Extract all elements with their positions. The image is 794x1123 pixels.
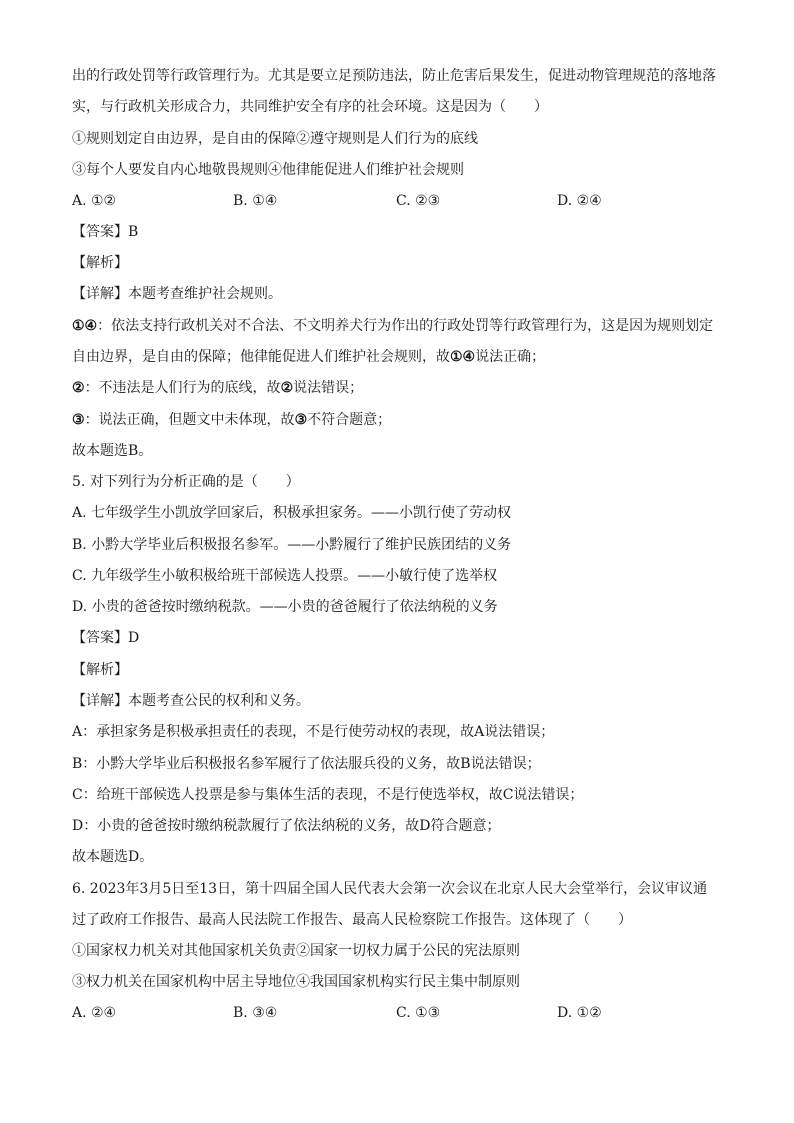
q4-conclusion: 故本题选B。 [72, 443, 153, 459]
q6-option-a: A. ②④ [72, 1005, 117, 1021]
q4-explanation-1-cont-a: 自由边界，是自由的保障；他律能促进人们维护社会规则，故 [72, 349, 450, 365]
q4-stem-line-2: 实，与行政机关形成合力，共同维护安全有序的社会环境。这是因为（ ） [72, 99, 548, 115]
q5-option-b: B. 小黔大学毕业后积极报名参军。——小黔履行了维护民族团结的义务 [72, 537, 512, 553]
q4-explanation-3-b: 不符合题意； [307, 412, 392, 428]
q4-option-d: D. ②④ [557, 193, 602, 209]
q4-explanation-2-b: 说法错误； [293, 380, 364, 396]
q4-explanation-1-continued [72, 347, 545, 367]
q4-stem-line-1: 出的行政处罚等行政管理行为。尤其是要立足预防违法，防止危害后果发生，促进动物管理规范的落地落 [72, 68, 716, 84]
q6-statement-line-1: ①国家权力机关对其他国家机关负责②国家一切权力属于公民的宪法原则 [72, 943, 520, 959]
q4-explanation-2-marker: ② [72, 380, 85, 396]
q4-statement-line-1: ①规则划定自由边界，是自由的保障②遵守规则是人们行为的底线 [72, 131, 478, 147]
q4-explanation-2-inline-marker: ② [280, 380, 294, 396]
q4-explanation-3-inline-marker: ③ [294, 412, 308, 428]
q4-explanation-1-cont-b: 说法正确； [475, 349, 546, 365]
q5-conclusion: 故本题选D。 [72, 849, 154, 865]
q5-option-c: C. 九年级学生小敏积极给班干部候选人投票。——小敏行使了选举权 [72, 568, 498, 584]
q4-explanation-3-a: ：说法正确，但题文中未体现，故 [84, 412, 295, 428]
q4-explanation-1-text: ：依法支持行政机关对不合法、不文明养犬行为作出的行政处罚等行政管理行为，这是因为规则划定 [97, 318, 714, 334]
q6-option-c: C. ①③ [396, 1005, 441, 1021]
q5-detail: 【详解】本题考查公民的权利和义务。 [72, 693, 310, 709]
q5-option-d: D. 小贵的爸爸按时缴纳税款。——小贵的爸爸履行了依法纳税的义务 [72, 599, 498, 615]
q5-explanation-b: B：小黔大学毕业后积极报名参军履行了依法服兵役的义务，故B说法错误； [72, 756, 541, 772]
q6-option-d: D. ①② [557, 1005, 602, 1021]
q5-explanation-c: C：给班干部候选人投票是参与集体生活的表现，不是行使选举权，故C说法错误； [72, 787, 584, 803]
q4-statement-line-2: ③每个人要发自内心地敬畏规则④他律能促进人们维护社会规则 [72, 162, 464, 178]
q4-option-c: C. ②③ [396, 193, 441, 209]
q4-explanation-1 [72, 316, 713, 336]
q4-analysis-label: 【解析】 [72, 255, 128, 271]
q5-answer: 【答案】D [72, 630, 140, 646]
q5-analysis-label: 【解析】 [72, 662, 128, 678]
q4-explanation-2 [72, 378, 363, 398]
q5-stem: 5. 对下列行为分析正确的是（ ） [72, 474, 300, 490]
q4-explanation-1-marker: ①④ [72, 318, 98, 334]
q5-explanation-a: A：承担家务是积极承担责任的表现，不是行使劳动权的表现，故A说法错误； [72, 724, 555, 740]
q6-statement-line-2: ③权力机关在国家机构中居主导地位④我国国家机构实行民主集中制原则 [72, 974, 520, 990]
q4-option-b: B. ①④ [233, 193, 278, 209]
q6-option-b: B. ③④ [233, 1005, 278, 1021]
q5-explanation-d: D：小贵的爸爸按时缴纳税款履行了依法纳税的义务，故D符合题意； [72, 818, 501, 834]
q4-detail: 【详解】本题考查维护社会规则。 [72, 286, 282, 302]
q4-explanation-3 [72, 410, 391, 430]
q6-stem-line-1: 6. 2023年3月5日至13日，第十四届全国人民代表大会第一次会议在北京人民大会堂举行，会议审议通 [72, 881, 708, 897]
q4-explanation-2-a: ：不违法是人们行为的底线，故 [84, 380, 281, 396]
q6-stem-line-2: 过了政府工作报告、最高人民法院工作报告、最高人民检察院工作报告。这体现了（ ） [72, 912, 632, 928]
q4-option-a: A. ①② [72, 193, 117, 209]
q5-option-a: A. 七年级学生小凯放学回家后，积极承担家务。——小凯行使了劳动权 [72, 505, 512, 521]
q4-explanation-3-marker: ③ [72, 412, 85, 428]
q4-explanation-1-cont-marker: ①④ [450, 349, 476, 365]
q4-answer: 【答案】B [72, 224, 139, 240]
